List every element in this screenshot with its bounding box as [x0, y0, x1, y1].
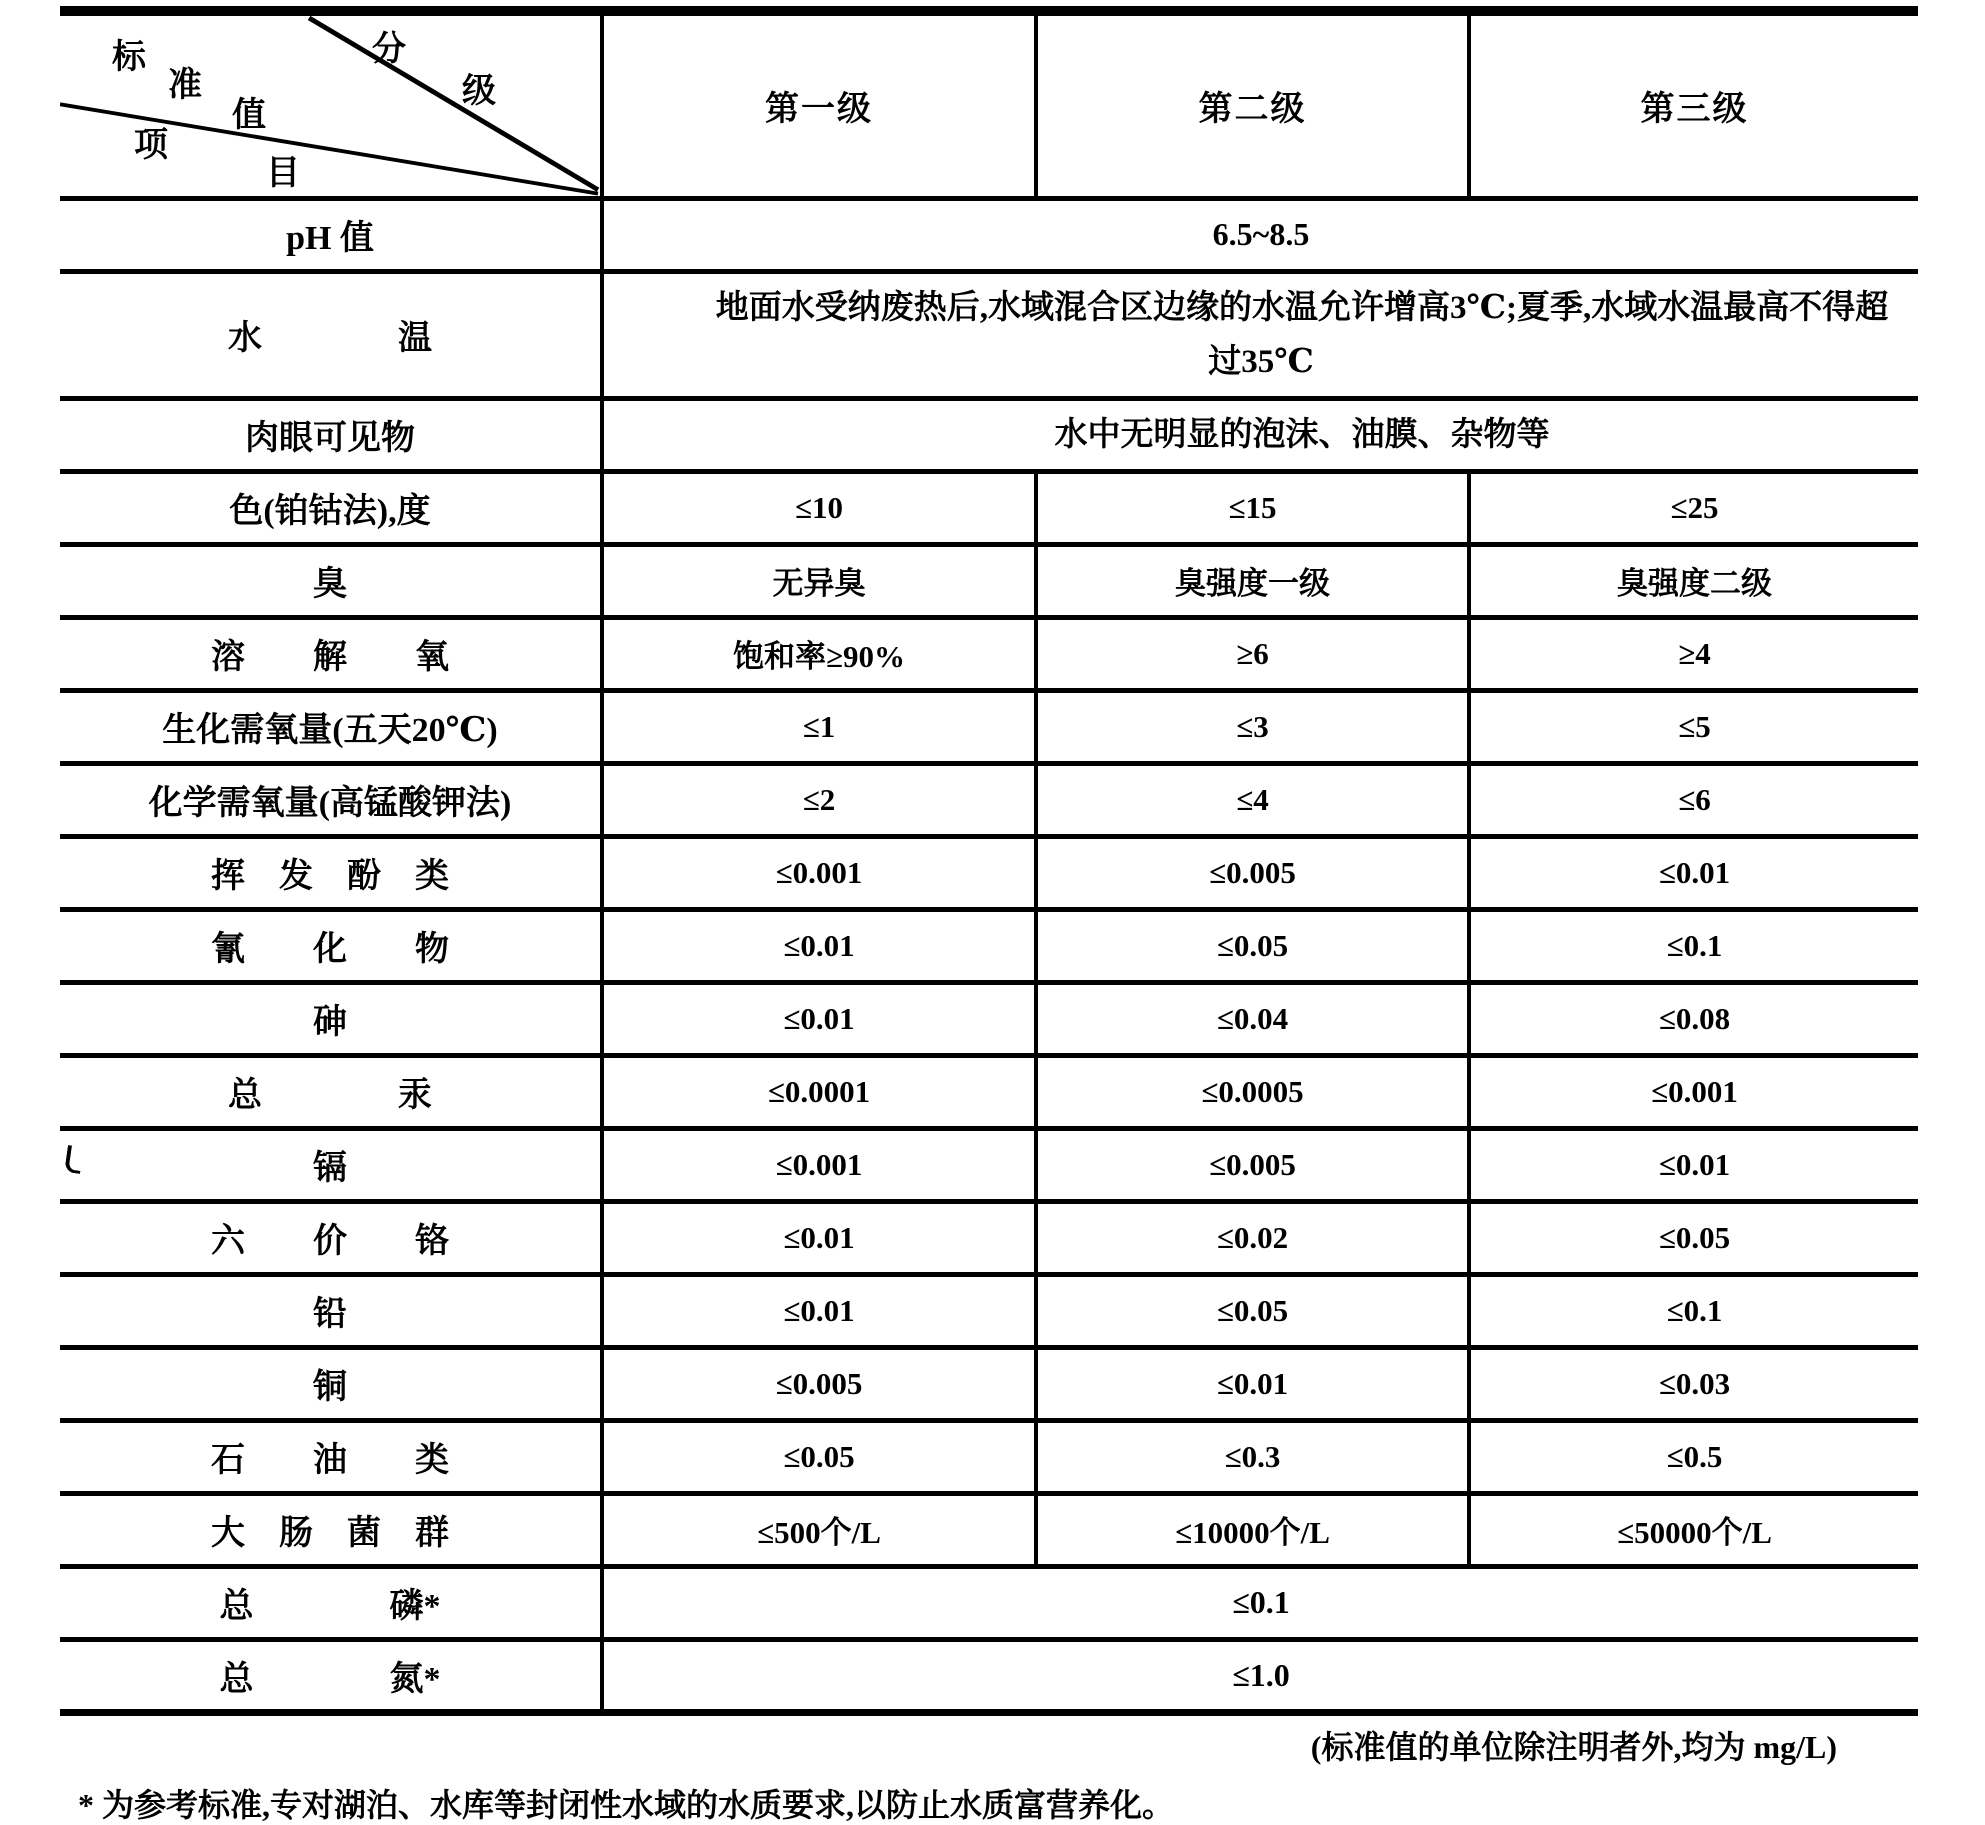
row-label: 氰 化 物	[60, 909, 602, 982]
cell-span-value	[602, 271, 1918, 398]
corner-label-grade-char1: 分	[372, 31, 406, 68]
table-row-total-mercury	[60, 1055, 1918, 1128]
table-row-visible-matter	[60, 398, 1918, 471]
cell-grade2: ≥6	[1036, 617, 1469, 690]
row-label: 铜	[60, 1347, 602, 1420]
cell-grade1: ≤500个/L	[602, 1493, 1036, 1566]
cell-grade1: 无异臭	[602, 544, 1036, 617]
cell-grade2: ≤0.005	[1036, 836, 1469, 909]
table-row-odor	[60, 544, 1918, 617]
corner-label-grade-char2: 级	[462, 73, 496, 110]
table-row-arsenic	[60, 982, 1918, 1055]
cell-span-value	[602, 398, 1918, 471]
cell-grade2: ≤0.05	[1036, 1274, 1469, 1347]
corner-header-cell	[60, 11, 602, 198]
row-label: 铅	[60, 1274, 602, 1347]
table-row-petroleum	[60, 1420, 1918, 1493]
cell-grade2: ≤0.05	[1036, 909, 1469, 982]
row-label: 总 氮*	[60, 1639, 602, 1712]
cell-grade3: ≤5	[1469, 690, 1918, 763]
column-header-grade3: 第三级	[1469, 11, 1918, 198]
cell-grade3: ≤0.001	[1469, 1055, 1918, 1128]
row-label: 化学需氧量(高锰酸钾法)	[60, 763, 602, 836]
cell-grade1: ≤0.005	[602, 1347, 1036, 1420]
cell-grade1: ≤0.0001	[602, 1055, 1036, 1128]
cell-grade3: ≥4	[1469, 617, 1918, 690]
cell-grade2: ≤0.04	[1036, 982, 1469, 1055]
row-label: 镉	[60, 1128, 602, 1201]
cell-grade3: ≤0.03	[1469, 1347, 1918, 1420]
cell-grade2: ≤0.01	[1036, 1347, 1469, 1420]
table-row-bod	[60, 690, 1918, 763]
cell-grade2: ≤0.0005	[1036, 1055, 1469, 1128]
cell-grade3: ≤0.01	[1469, 1128, 1918, 1201]
cell-span-value: ≤0.1	[602, 1566, 1918, 1639]
cell-span-value: 6.5~8.5	[602, 198, 1918, 271]
table-row-coliform	[60, 1493, 1918, 1566]
cell-grade3: ≤0.01	[1469, 836, 1918, 909]
row-label: 砷	[60, 982, 602, 1055]
row-label: 石 油 类	[60, 1420, 602, 1493]
row-label: 六 价 铬	[60, 1201, 602, 1274]
cell-grade3: ≤0.5	[1469, 1420, 1918, 1493]
row-label: 总 磷*	[60, 1566, 602, 1639]
column-header-grade1: 第一级	[602, 11, 1036, 198]
cell-grade2: ≤4	[1036, 763, 1469, 836]
cell-grade2: ≤0.005	[1036, 1128, 1469, 1201]
cell-grade1: ≤0.01	[602, 1201, 1036, 1274]
table-row-hexavalent-chromium	[60, 1201, 1918, 1274]
cell-grade2: ≤10000个/L	[1036, 1493, 1469, 1566]
cell-grade3: ≤0.08	[1469, 982, 1918, 1055]
table-row-cod	[60, 763, 1918, 836]
table-row-lead	[60, 1274, 1918, 1347]
water-quality-standards-table	[60, 6, 1918, 1716]
corner-label-standard-char1: 标	[112, 39, 146, 76]
cell-grade3: ≤0.1	[1469, 909, 1918, 982]
cell-grade1: ≤0.01	[602, 909, 1036, 982]
row-label: pH 值	[60, 198, 602, 271]
unit-note: (标准值的单位除注明者外,均为 mg/L)	[1310, 1729, 1837, 1765]
cell-grade2: 臭强度一级	[1036, 544, 1469, 617]
water-temp-text-line1: 地面水受纳废热后,水域混合区边缘的水温允许增高3℃;夏季,水域水温最高不得超	[715, 289, 1889, 326]
cell-grade1: ≤0.001	[602, 836, 1036, 909]
cell-span-value: ≤1.0	[602, 1639, 1918, 1712]
corner-label-item-char2: 目	[266, 155, 300, 192]
table-row-color	[60, 471, 1918, 544]
table-row-cadmium	[60, 1128, 1918, 1201]
cell-grade3: 臭强度二级	[1469, 544, 1918, 617]
water-temp-text-line2: 过35℃	[1208, 343, 1314, 380]
cell-grade2: ≤0.02	[1036, 1201, 1469, 1274]
cell-grade1: ≤2	[602, 763, 1036, 836]
row-label: 色(铂钴法),度	[60, 471, 602, 544]
corner-label-standard-char3: 值	[232, 97, 266, 134]
corner-label-item-char1: 项	[134, 127, 168, 164]
cell-grade3: ≤0.05	[1469, 1201, 1918, 1274]
cell-grade2: ≤0.3	[1036, 1420, 1469, 1493]
cell-grade3: ≤25	[1469, 471, 1918, 544]
row-label: 水 温	[60, 271, 602, 398]
table-header-row	[60, 11, 1918, 198]
cell-grade1: ≤0.01	[602, 982, 1036, 1055]
footnote-reference-standard: * 为参考标准,专对湖泊、水库等封闭性水域的水质要求,以防止水质富营养化。	[78, 1787, 1175, 1823]
table-row-total-phosphorus	[60, 1566, 1918, 1639]
table-row-copper	[60, 1347, 1918, 1420]
table-row-cyanide	[60, 909, 1918, 982]
cell-grade3: ≤0.1	[1469, 1274, 1918, 1347]
row-label: 挥 发 酚 类	[60, 836, 602, 909]
row-label: 臭	[60, 544, 602, 617]
table-row-total-nitrogen	[60, 1639, 1918, 1712]
column-header-grade2: 第二级	[1036, 11, 1469, 198]
cell-grade3: ≤50000个/L	[1469, 1493, 1918, 1566]
cell-grade1: ≤1	[602, 690, 1036, 763]
row-label: 肉眼可见物	[60, 398, 602, 471]
table-row-ph	[60, 198, 1918, 271]
table-row-volatile-phenols	[60, 836, 1918, 909]
row-label: 生化需氧量(五天20℃)	[60, 690, 602, 763]
cell-grade1: ≤0.001	[602, 1128, 1036, 1201]
cell-grade1: ≤0.05	[602, 1420, 1036, 1493]
table-row-dissolved-oxygen	[60, 617, 1918, 690]
visible-matter-text: 水中无明显的泡沫、油膜、杂物等	[1054, 416, 1550, 453]
table-row-water-temp	[60, 271, 1918, 398]
cell-grade1: ≤0.01	[602, 1274, 1036, 1347]
row-label: 总 汞	[60, 1055, 602, 1128]
cell-grade2: ≤3	[1036, 690, 1469, 763]
cell-grade2: ≤15	[1036, 471, 1469, 544]
cell-grade1: ≤10	[602, 471, 1036, 544]
row-label: 大 肠 菌 群	[60, 1493, 602, 1566]
cell-grade3: ≤6	[1469, 763, 1918, 836]
row-label: 溶 解 氧	[60, 617, 602, 690]
cell-grade1: 饱和率≥90%	[602, 617, 1036, 690]
corner-label-standard-char2: 准	[168, 67, 202, 104]
